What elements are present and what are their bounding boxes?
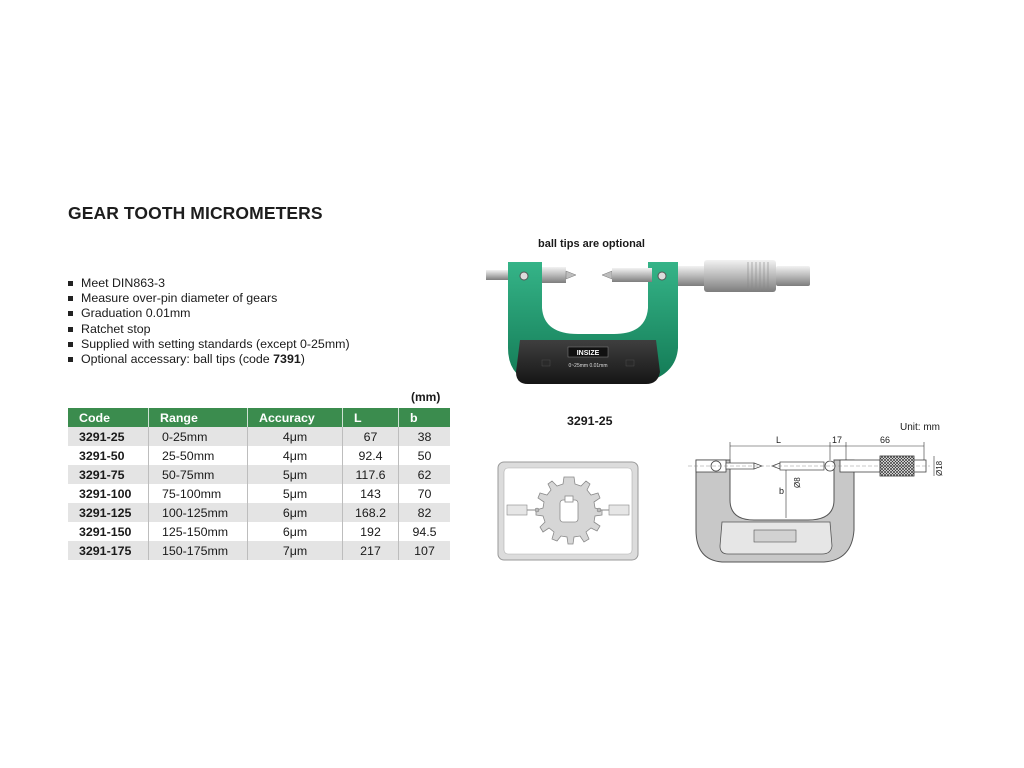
model-label: 3291-25 — [567, 414, 613, 428]
cell-l: 117.6 — [343, 465, 399, 484]
cell-accuracy: 4μm — [248, 427, 343, 446]
cell-accuracy: 6μm — [248, 503, 343, 522]
drawing-unit: Unit: mm — [900, 422, 940, 433]
cell-b: 107 — [399, 541, 451, 560]
table-unit: (mm) — [411, 390, 441, 404]
dim-d8-label: Ø8 — [793, 477, 802, 488]
cell-code: 3291-25 — [68, 427, 149, 446]
cell-b: 62 — [399, 465, 451, 484]
cell-accuracy: 7μm — [248, 541, 343, 560]
technical-drawing — [684, 430, 954, 570]
clamp-right — [658, 272, 666, 280]
cell-accuracy: 6μm — [248, 522, 343, 541]
feature-item: Meet DIN863-3 — [68, 276, 350, 291]
dim-66-label: 66 — [880, 435, 891, 445]
cell-code: 3291-125 — [68, 503, 149, 522]
bullet-icon — [68, 281, 73, 286]
cell-b: 38 — [399, 427, 451, 446]
col-header-range: Range — [149, 408, 248, 427]
cell-l: 168.2 — [343, 503, 399, 522]
insulation-plate — [516, 340, 660, 384]
dim-l-label: L — [776, 435, 782, 445]
cell-code: 3291-50 — [68, 446, 149, 465]
micrometer-photo — [486, 256, 816, 396]
cell-accuracy: 5μm — [248, 465, 343, 484]
cell-range: 100-125mm — [149, 503, 248, 522]
table-header-row — [68, 408, 450, 427]
table-row — [68, 446, 450, 465]
cell-code: 3291-175 — [68, 541, 149, 560]
cell-accuracy: 4μm — [248, 446, 343, 465]
thimble — [704, 260, 776, 292]
cell-b: 94.5 — [399, 522, 451, 541]
bullet-icon — [68, 342, 73, 347]
table-row — [68, 465, 450, 484]
table-row — [68, 484, 450, 503]
bullet-icon — [68, 357, 73, 362]
cell-accuracy: 5μm — [248, 484, 343, 503]
cell-l: 217 — [343, 541, 399, 560]
table-row — [68, 541, 450, 560]
ball-tip-left — [566, 271, 576, 279]
page-title: GEAR TOOTH MICROMETERS — [68, 203, 323, 223]
dim-b-label: b — [779, 486, 785, 496]
gear-measurement-illustration — [497, 461, 639, 561]
feature-item: Ratchet stop — [68, 322, 350, 337]
cell-range: 125-150mm — [149, 522, 248, 541]
ball-tips-caption: ball tips are optional — [538, 238, 645, 250]
feature-item: Optional accessary: ball tips (code 7391) — [68, 352, 350, 367]
cell-code: 3291-150 — [68, 522, 149, 541]
feature-item: Measure over-pin diameter of gears — [68, 291, 350, 306]
cell-range: 75-100mm — [149, 484, 248, 503]
cell-b: 50 — [399, 446, 451, 465]
cell-l: 192 — [343, 522, 399, 541]
table-row — [68, 503, 450, 522]
spec-table — [68, 408, 450, 560]
drawing-thimble — [880, 456, 914, 476]
bullet-icon — [68, 296, 73, 301]
drawing-plate-window — [754, 530, 796, 542]
cell-range: 0-25mm — [149, 427, 248, 446]
col-header-accuracy: Accuracy — [248, 408, 343, 427]
cell-l: 143 — [343, 484, 399, 503]
table-row — [68, 522, 450, 541]
cell-l: 67 — [343, 427, 399, 446]
table-row — [68, 427, 450, 446]
feature-item: Graduation 0.01mm — [68, 306, 350, 321]
brand-logo: INSIZE — [576, 350, 600, 357]
bullet-icon — [68, 311, 73, 316]
bullet-icon — [68, 327, 73, 332]
col-header-b: b — [399, 408, 451, 427]
plate-window-left — [542, 360, 550, 366]
ratchet-stop — [776, 266, 810, 286]
cell-code: 3291-100 — [68, 484, 149, 503]
frame-range-label: 0~25mm 0.01mm — [568, 363, 608, 369]
cell-range: 150-175mm — [149, 541, 248, 560]
col-header-l: L — [343, 408, 399, 427]
feature-item: Supplied with setting standards (except 0-25mm) — [68, 337, 350, 352]
col-header-code: Code — [68, 408, 149, 427]
plate-window-right — [626, 360, 634, 366]
cell-b: 82 — [399, 503, 451, 522]
accessory-code: 7391 — [273, 352, 301, 367]
cell-range: 50-75mm — [149, 465, 248, 484]
feature-list — [68, 276, 350, 367]
ball-tip-right — [602, 271, 612, 279]
cell-b: 70 — [399, 484, 451, 503]
dim-d18-label: Ø18 — [935, 460, 944, 476]
cell-l: 92.4 — [343, 446, 399, 465]
cell-code: 3291-75 — [68, 465, 149, 484]
sleeve — [678, 266, 704, 286]
clamp-left — [520, 272, 528, 280]
anvil-holder — [542, 267, 566, 283]
spindle — [612, 268, 652, 282]
dim-17-label: 17 — [832, 435, 843, 445]
cell-range: 25-50mm — [149, 446, 248, 465]
